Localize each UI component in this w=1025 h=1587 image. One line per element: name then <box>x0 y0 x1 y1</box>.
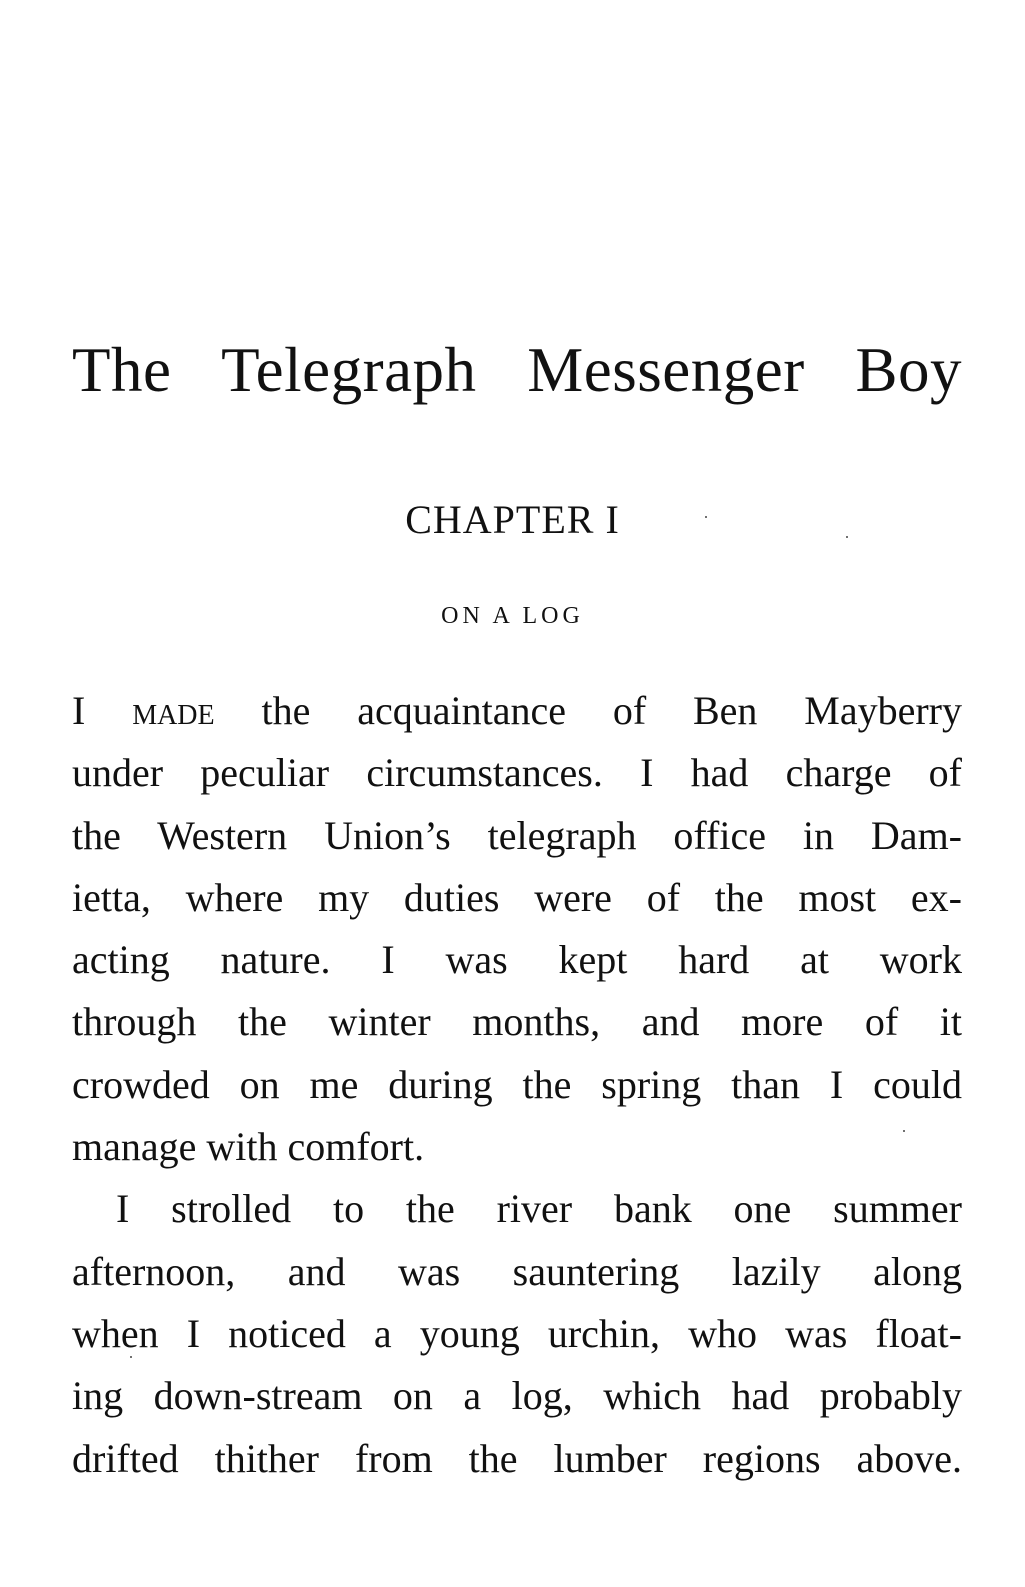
paragraph-1-line-5: acting nature. I was kept hard at work <box>72 937 962 983</box>
paragraph-2-line-5: drifted thither from the lumber regions above. <box>72 1435 962 1481</box>
scan-speck <box>846 536 848 538</box>
paragraph-2-line-2: afternoon, and was sauntering lazily along <box>72 1248 962 1294</box>
paragraph-1-line-6: through the winter months, and more of it <box>72 999 962 1045</box>
paragraph-2-line-4: ing down-stream on a log, which had probably <box>72 1373 962 1419</box>
scan-speck <box>705 516 707 518</box>
paragraph-1-line-7: crowded on me during the spring than I could <box>72 1061 962 1107</box>
paragraph-1-line-1 <box>72 680 962 742</box>
paragraph-1-line-3: the Western Union’s telegraph office in Dam- <box>72 812 962 858</box>
paragraph-1-line-8: manage with comfort. <box>72 1124 425 1170</box>
paragraph-2-line-1: I strolled to the river bank one summer <box>116 1186 962 1232</box>
body-text <box>72 680 962 1490</box>
opening-smallcaps: made <box>132 688 215 733</box>
paragraph-1-line-2: under peculiar circumstances. I had charge of <box>72 750 962 796</box>
line-text: the acquaintance of Ben Mayberry <box>214 688 962 733</box>
opening-word: I <box>72 688 86 733</box>
scan-speck <box>903 1130 905 1132</box>
chapter-title: ON A LOG <box>441 603 584 629</box>
scan-speck <box>130 1356 132 1358</box>
paragraph-2-line-3: when I noticed a young urchin, who was float- <box>72 1310 962 1356</box>
book-title: The Telegraph Messenger Boy <box>72 335 962 405</box>
chapter-number: CHAPTER I <box>405 497 620 542</box>
paragraph-1-line-4: ietta, where my duties were of the most ex- <box>72 874 962 920</box>
